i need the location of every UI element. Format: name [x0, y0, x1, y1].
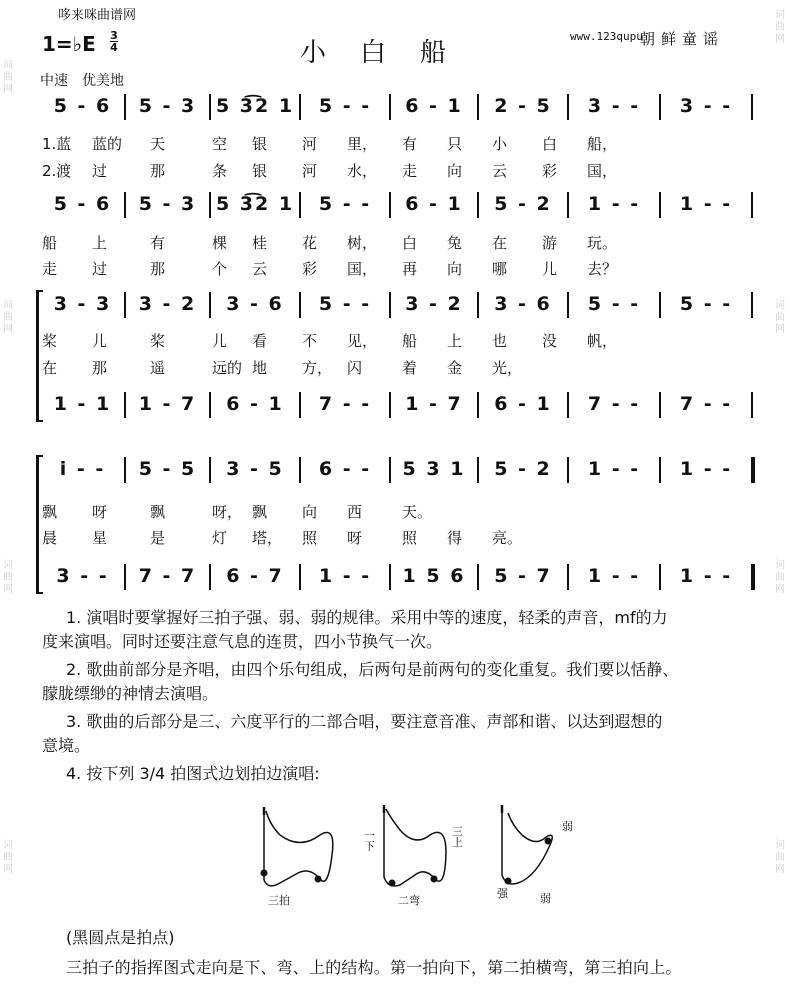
note-2a: 2. 歌曲前部分是齐唱，由四个乐句组成，后两句是前两句的变化重复。我们要以恬静、: [66, 660, 679, 679]
lyric-word: 金: [447, 359, 463, 377]
lyric-word: 那: [150, 162, 166, 180]
lyric-word: 灯: [212, 529, 228, 547]
lyric-line-2: [0, 160, 790, 182]
measure: 7 - -: [679, 393, 733, 415]
barline: [567, 564, 569, 590]
barline: [751, 457, 755, 483]
lyric-word: 上: [92, 234, 108, 252]
note-1a: 1. 演唱时要掌握好三拍子强、弱、弱的规律。采用中等的速度，轻柔的声音，mf的力: [66, 608, 668, 627]
measure: 5 - -: [318, 293, 372, 315]
barline: [209, 292, 211, 318]
lyric-word: 呀: [347, 529, 363, 547]
barline: [124, 192, 126, 218]
lyric-line-5: [0, 330, 790, 352]
measure: 1 - 7: [138, 393, 197, 415]
barline: [477, 292, 479, 318]
watermark-left: 词曲网: [3, 840, 13, 875]
lyric-word: 彩: [542, 162, 558, 180]
measure: 1 - 7: [405, 393, 463, 415]
measure: i - -: [59, 458, 106, 480]
score-row-5: [0, 455, 790, 483]
lyric-word: 白: [542, 135, 558, 153]
footer-note: (黑圆点是拍点): [66, 928, 175, 947]
lyric-word: 看: [252, 332, 268, 350]
lyric-word: 只: [447, 135, 463, 153]
lyric-line-3: [0, 232, 790, 254]
footer-summary: 三拍子的指挥图式走向是下、弯、上的结构。第一拍向下，第二拍横弯，第三拍向上。: [66, 958, 682, 977]
lyric-word: 天: [150, 135, 166, 153]
barline: [209, 94, 211, 120]
barline: [299, 192, 301, 218]
watermark-right: 词曲网: [775, 300, 785, 335]
measure: 7 - -: [587, 393, 641, 415]
barline: [751, 292, 753, 318]
lyric-word: 向: [302, 503, 318, 521]
barline: [299, 94, 301, 120]
score-row-6: [0, 562, 790, 590]
measure: 3 - 2: [138, 293, 197, 315]
lyric-line-4: [0, 258, 790, 280]
beat-point: [505, 878, 512, 885]
lyric-word: 星: [92, 529, 108, 547]
lyric-word: 国，: [347, 260, 378, 278]
beat-point: [389, 880, 396, 887]
barline: [389, 292, 391, 318]
measure: 5 3͡2 1: [215, 95, 295, 117]
lyric-word: 银: [252, 162, 268, 180]
score-row-4: [0, 390, 790, 418]
lyric-word: 闪: [347, 359, 363, 377]
lyric-word: 呀: [92, 503, 108, 521]
barline: [659, 564, 661, 590]
watermark-right: 词曲网: [775, 10, 785, 45]
measure: 5 - 2: [494, 193, 552, 215]
lyric-word: 桨: [150, 332, 166, 350]
part-bracket: [36, 455, 43, 594]
lyric-line-8: [0, 527, 790, 549]
beat-point: [545, 838, 552, 845]
measure: 3 - -: [56, 565, 109, 587]
lyric-word: 着: [402, 359, 418, 377]
measure: 6 - 1: [494, 393, 552, 415]
lyric-word: 树，: [347, 234, 378, 252]
lyric-word: 得: [447, 529, 463, 547]
lyric-word: 不: [302, 332, 318, 350]
barline: [659, 192, 661, 218]
lyric-word: 方，: [302, 359, 333, 377]
measure: 1 - -: [679, 193, 733, 215]
lyric-word: 2.渡: [42, 162, 72, 180]
barline: [389, 392, 391, 418]
note-3b: 意境。: [42, 736, 91, 755]
lyric-word: 船: [42, 234, 58, 252]
score-row-3: [0, 290, 790, 318]
lyric-word: 玩。: [587, 234, 618, 252]
diagram-label-up: 三上: [452, 825, 463, 849]
lyric-word: 塔，: [252, 529, 283, 547]
barline: [209, 457, 211, 483]
barline: [209, 392, 211, 418]
barline: [659, 392, 661, 418]
lyric-word: 有: [150, 234, 166, 252]
lyric-word: 儿: [212, 332, 228, 350]
lyric-word: 儿: [92, 332, 108, 350]
measure: 3 - -: [679, 95, 733, 117]
measure: 5 3͡2 1: [215, 193, 295, 215]
site-url: www.123qupu: [570, 30, 643, 43]
lyric-word: 1.蓝: [42, 135, 72, 153]
barline: [477, 392, 479, 418]
barline: [389, 564, 391, 590]
watermark-left: 词曲网: [3, 560, 13, 595]
measure: 2 - 5: [494, 95, 552, 117]
tempo-marking: 中速 优美地: [40, 73, 124, 89]
lyric-word: 国，: [587, 162, 618, 180]
measure: 1 - -: [587, 565, 641, 587]
lyric-word: 没: [542, 332, 558, 350]
barline: [659, 94, 661, 120]
lyric-word: 游: [542, 234, 558, 252]
lyric-word: 向: [447, 260, 463, 278]
lyric-word: 走: [402, 162, 418, 180]
site-name: 哆来咪曲谱网: [58, 8, 137, 23]
lyric-line-6: [0, 357, 790, 379]
pattern-1-path: [264, 807, 333, 886]
lyric-word: 过: [92, 260, 108, 278]
barline: [567, 292, 569, 318]
time-sig-top: 3: [110, 29, 118, 42]
measure: 7 - -: [318, 393, 372, 415]
pattern-2-path: [384, 805, 446, 886]
barline: [299, 392, 301, 418]
measure: 5 - -: [318, 193, 372, 215]
lyric-word: 花: [302, 234, 318, 252]
measure: 3 - 6: [494, 293, 552, 315]
lyric-word: 桨: [42, 332, 58, 350]
diagram-label-strong: 强: [497, 887, 508, 900]
lyric-word: 在: [42, 359, 58, 377]
measure: 5 - 6: [53, 95, 112, 117]
lyric-word: 再: [402, 260, 418, 278]
barline: [477, 192, 479, 218]
measure: 1 - -: [587, 193, 641, 215]
measure: 5 - 2: [494, 458, 552, 480]
lyric-word: 蓝的: [92, 135, 123, 153]
measure: 3 - 6: [226, 293, 284, 315]
measure: 1 - -: [318, 565, 372, 587]
lyric-word: 条: [212, 162, 228, 180]
barline: [389, 94, 391, 120]
diagram-label-weak-1: 弱: [562, 820, 573, 833]
measure: 1 - -: [679, 565, 733, 587]
lyric-word: 彩: [302, 260, 318, 278]
lyric-word: 在: [492, 234, 508, 252]
measure: 1 - -: [587, 458, 641, 480]
key-signature: 1=♭E: [42, 32, 96, 56]
diagram-label-down: 一下: [364, 829, 375, 853]
measure: 3 - 3: [53, 293, 112, 315]
measure: 1 5 6: [402, 565, 466, 587]
barline: [567, 94, 569, 120]
measure: 5 3 1: [402, 458, 466, 480]
measure: 6 - -: [318, 458, 372, 480]
time-sig-bottom: 4: [110, 41, 118, 54]
measure: 6 - 1: [226, 393, 284, 415]
lyric-word: 桂: [252, 234, 268, 252]
barline: [751, 94, 753, 120]
lyric-word: 远的: [212, 359, 243, 377]
measure: 5 - 3: [138, 95, 197, 117]
barline: [659, 292, 661, 318]
song-origin: 朝鲜童谣: [640, 30, 725, 48]
measure: 3 - 5: [226, 458, 284, 480]
beat-point: [261, 870, 268, 877]
note-1b: 度来演唱。同时还要注意气息的连贯，四小节换气一次。: [42, 632, 443, 651]
lyric-word: 飘: [150, 503, 166, 521]
diagram-label-weak-2: 弱: [540, 892, 551, 905]
lyric-word: 白: [402, 234, 418, 252]
score-row-1: [0, 92, 790, 120]
barline: [299, 457, 301, 483]
lyric-word: 也: [492, 332, 508, 350]
lyric-word: 那: [92, 359, 108, 377]
lyric-word: 儿: [542, 260, 558, 278]
diagram-label-three-beats: 三拍: [268, 894, 290, 907]
watermark-left: 词曲网: [3, 60, 13, 95]
lyric-line-7: [0, 501, 790, 523]
lyric-word: 个: [212, 260, 228, 278]
lyric-word: 过: [92, 162, 108, 180]
beat-point: [315, 876, 322, 883]
barline: [389, 192, 391, 218]
lyric-word: 河: [302, 135, 318, 153]
lyric-word: 照: [302, 529, 318, 547]
lyric-word: 船，: [587, 135, 618, 153]
lyric-word: 有: [402, 135, 418, 153]
lyric-line-1: [0, 133, 790, 155]
watermark-right: 词曲网: [775, 840, 785, 875]
pattern-3-path: [502, 805, 552, 884]
lyric-word: 是: [150, 529, 166, 547]
song-title: 小白船: [300, 38, 481, 68]
lyric-word: 里，: [347, 135, 378, 153]
lyric-word: 帆，: [587, 332, 618, 350]
measure: 5 - 7: [494, 565, 552, 587]
lyric-word: 云: [252, 260, 268, 278]
barline: [659, 457, 661, 483]
lyric-word: 船: [402, 332, 418, 350]
barline: [477, 457, 479, 483]
barline: [124, 292, 126, 318]
lyric-word: 西: [347, 503, 363, 521]
barline: [389, 457, 391, 483]
barline: [299, 564, 301, 590]
diagram-label-bend: 二弯: [398, 894, 420, 907]
lyric-word: 天。: [402, 503, 433, 521]
barline: [299, 292, 301, 318]
lyric-word: 哪: [492, 260, 508, 278]
time-signature: [110, 30, 118, 53]
watermark-left: 词曲网: [3, 300, 13, 335]
watermark-right: 词曲网: [775, 560, 785, 595]
lyric-word: 飘: [252, 503, 268, 521]
lyric-word: 云: [492, 162, 508, 180]
barline: [751, 564, 755, 590]
lyric-word: 亮。: [492, 529, 523, 547]
part-bracket: [36, 290, 43, 422]
barline: [477, 94, 479, 120]
beat-point: [431, 876, 438, 883]
note-2b: 朦胧缥缈的神情去演唱。: [42, 684, 219, 703]
measure: 5 - 6: [53, 193, 112, 215]
barline: [567, 192, 569, 218]
barline: [124, 564, 126, 590]
lyric-word: 那: [150, 260, 166, 278]
measure: 6 - 1: [405, 193, 463, 215]
barline: [209, 564, 211, 590]
lyric-word: 上: [447, 332, 463, 350]
barline: [751, 392, 753, 418]
barline: [124, 392, 126, 418]
barline: [751, 192, 753, 218]
barline: [124, 457, 126, 483]
measure: 7 - 7: [138, 565, 197, 587]
lyric-word: 照: [402, 529, 418, 547]
lyric-word: 空: [212, 135, 228, 153]
lyric-word: 水，: [347, 162, 378, 180]
score-row-2: [0, 190, 790, 218]
lyric-word: 走: [42, 260, 58, 278]
measure: 5 - -: [587, 293, 641, 315]
lyric-word: 飘: [42, 503, 58, 521]
measure: 1 - -: [679, 458, 733, 480]
measure: 3 - 2: [405, 293, 463, 315]
measure: 1 - 1: [53, 393, 112, 415]
measure: 6 - 1: [405, 95, 463, 117]
barline: [209, 192, 211, 218]
barline: [567, 392, 569, 418]
note-3a: 3. 歌曲的后部分是三、六度平行的二部合唱，要注意音准、声部和谐、以达到遐想的: [66, 712, 663, 731]
lyric-word: 地: [252, 359, 268, 377]
measure: 6 - 7: [226, 565, 284, 587]
barline: [567, 457, 569, 483]
measure: 5 - 3: [138, 193, 197, 215]
lyric-word: 河: [302, 162, 318, 180]
measure: 5 - -: [679, 293, 733, 315]
lyric-word: 去？: [587, 260, 618, 278]
lyric-word: 遥: [150, 359, 166, 377]
lyric-word: 光，: [492, 359, 523, 377]
barline: [124, 94, 126, 120]
measure: 3 - -: [587, 95, 641, 117]
lyric-word: 棵: [212, 234, 228, 252]
lyric-word: 见，: [347, 332, 378, 350]
lyric-word: 小: [492, 135, 508, 153]
lyric-word: 兔: [447, 234, 463, 252]
lyric-word: 晨: [42, 529, 58, 547]
barline: [477, 564, 479, 590]
lyric-word: 呀，: [212, 503, 243, 521]
measure: 5 - 5: [138, 458, 197, 480]
note-4: 4. 按下列 3/4 拍图式边划拍边演唱:: [66, 764, 320, 783]
lyric-word: 向: [447, 162, 463, 180]
measure: 5 - -: [318, 95, 372, 117]
lyric-word: 银: [252, 135, 268, 153]
